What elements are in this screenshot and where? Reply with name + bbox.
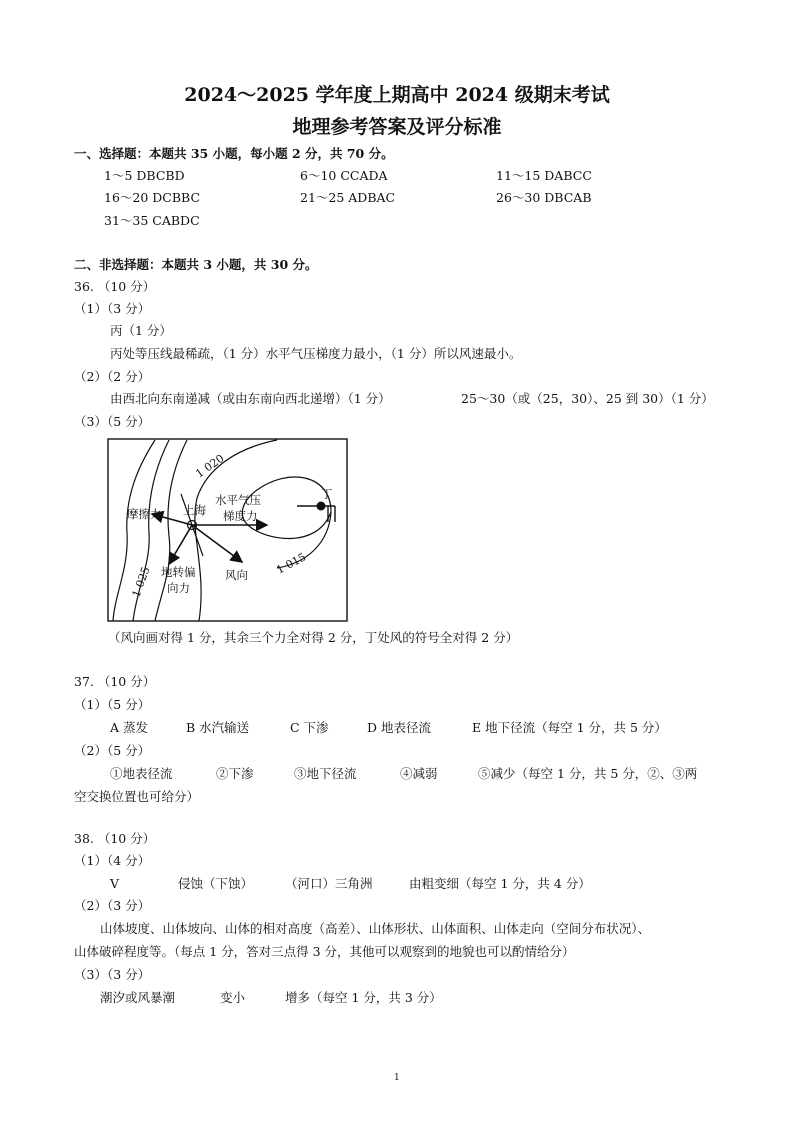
answer-group: 16～20 DCBBC [104, 190, 201, 205]
wind-direction-label: 风向 [225, 568, 248, 582]
page-title: 2024～2025 学年度上期高中 2024 级期末考试 [184, 84, 610, 106]
q37-part1-item: A 蒸发 [110, 720, 149, 735]
q37-part2-item: ④减弱 [400, 766, 438, 781]
q38-part3-label: （3）（3 分） [74, 967, 151, 982]
q38-part3-item: 潮汐或风暴潮 [100, 990, 176, 1005]
isobar-label-1015: 1 015 [274, 550, 309, 577]
coriolis-label-line1: 地转偏 [161, 565, 196, 579]
answer-group: 1～5 DBCBD [104, 168, 185, 183]
q38-label: 38. （10 分） [74, 831, 156, 846]
q38-part2-line1: 山体坡度、山体坡向、山体的相对高度（高差）、山体形状、山体面积、山体走向（空间分布状况）、 [100, 921, 651, 936]
page-subtitle: 地理参考答案及评分标准 [292, 116, 502, 138]
q38-part1-item: （河口）三角洲 [285, 876, 373, 891]
wind-arrow [192, 525, 242, 562]
answer-group: 31～35 CABDC [104, 213, 200, 228]
coriolis-arrow [169, 525, 192, 564]
section2-heading: 二、非选择题：本题共 3 小题，共 30 分。 [74, 257, 318, 272]
answer-group: 21～25 ADBAC [300, 190, 396, 205]
shanghai-label: 上海 [183, 503, 206, 517]
q37-part2-item: ③地下径流 [294, 766, 357, 781]
q36-part2-label: （2）（2 分） [74, 369, 151, 384]
q37-part1-label: （1）（5 分） [74, 697, 151, 712]
q37-part2-label: （2）（5 分） [74, 743, 151, 758]
isobar-label-1025: 1 025 [129, 564, 153, 600]
q36-part1-reason: 丙处等压线最稀疏，（1 分）水平气压梯度力最小，（1 分）所以风速最小。 [110, 346, 522, 361]
q37-label: 37. （10 分） [74, 674, 156, 689]
q36-part2-answer-b: 25～30（或（25，30）、25 到 30）（1 分） [461, 391, 714, 406]
coriolis-label-line2: 向力 [167, 581, 190, 595]
q37-part2-item: ①地表径流 [110, 766, 173, 781]
q36-part3-label: （3）（5 分） [74, 414, 151, 429]
q37-part2-continuation: 空交换位置也可给分） [74, 789, 200, 804]
q36-part2-answer-a: 由西北向东南递减（或由东南向西北递增）（1 分） [110, 391, 391, 406]
q38-part1-label: （1）（4 分） [74, 853, 151, 868]
answer-group: 11～15 DABCC [496, 168, 592, 183]
q37-part1-item: C 下渗 [290, 720, 329, 735]
q37-part1-item: E 地下径流（每空 1 分，共 5 分） [472, 720, 667, 735]
ding-label: 丁 [321, 487, 333, 501]
q38-part2-label: （2）（3 分） [74, 898, 151, 913]
pgf-label-line2: 梯度力 [223, 509, 258, 523]
ding-station-point [317, 502, 326, 511]
q36-part3-note: （风向画对得 1 分，其余三个力全对得 2 分，丁处风的符号全对得 2 分） [108, 630, 519, 645]
q38-part2-line2: 山体破碎程度等。（每点 1 分，答对三点得 3 分，其他可以观察到的地貌也可以酌情给分） [74, 944, 575, 959]
q36-part1-answer: 丙（1 分） [110, 323, 172, 338]
q37-part2-item: ②下渗 [216, 766, 254, 781]
answer-group: 26～30 DBCAB [496, 190, 592, 205]
page-number: 1 [394, 1073, 400, 1083]
friction-label: 摩擦力 [127, 507, 162, 521]
isobar-label-1020: 1 020 [193, 451, 227, 481]
diagram-frame [108, 439, 347, 621]
q38-part1-item: 由粗变细（每空 1 分，共 4 分） [409, 876, 591, 891]
q38-part1-item: V [110, 876, 120, 891]
pgf-label-line1: 水平气压 [215, 493, 261, 507]
q38-part3-item: 变小 [220, 990, 246, 1005]
q37-part2-item: ⑤减少（每空 1 分，共 5 分，②、③两 [478, 766, 698, 781]
isobar-diagram [107, 438, 348, 622]
q37-part1-item: D 地表径流 [367, 720, 431, 735]
q36-part1-label: （1）（3 分） [74, 301, 151, 316]
q38-part1-item: 侵蚀（下蚀） [178, 876, 254, 891]
q38-part3-item: 增多（每空 1 分，共 3 分） [285, 990, 442, 1005]
q36-label: 36. （10 分） [74, 279, 156, 294]
section1-heading: 一、选择题：本题共 35 小题，每小题 2 分，共 70 分。 [74, 146, 394, 161]
q37-part1-item: B 水汽输送 [186, 720, 250, 735]
answer-group: 6～10 CCADA [300, 168, 388, 183]
